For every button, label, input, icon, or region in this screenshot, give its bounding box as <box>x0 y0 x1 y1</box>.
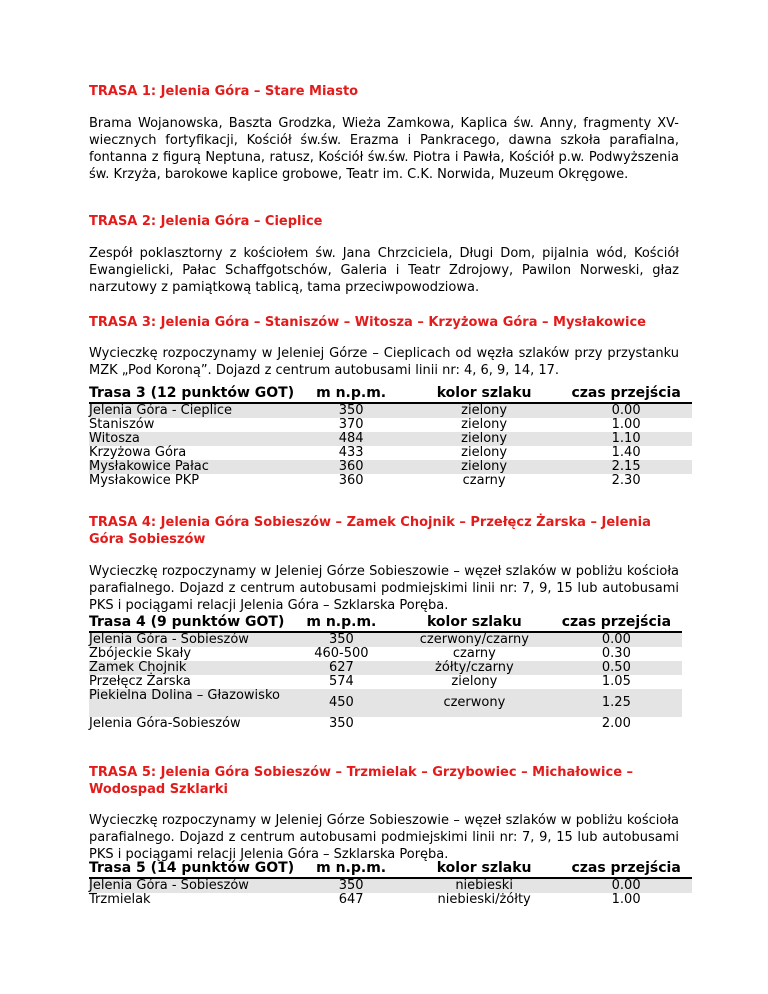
cell-altitude: 350 <box>284 632 398 647</box>
cell-trail-color: czerwony <box>398 689 550 717</box>
cell-altitude: 433 <box>338 445 364 460</box>
trasa1-text: Brama Wojanowska, Baszta Grodzka, Wieża Zamkowa, Kaplica św. Anny, fragmenty XV-wiecznych fortyfikacji, Kościół św.św. Erazma i Pankracego, dawna szkoła parafialna, fontanna z figurą Neptuna, ratusz, Kościół św.św. Piotra i Pawła, Kościół p.w. Podwyższenia św. Krzyża, barokowe kaplice grobowe, Teatr im. C.K. Norwida, Muzeum Okręgowe. <box>89 116 679 182</box>
cell-walk-time: 0.50 <box>550 661 682 675</box>
trasa5-text: Wycieczkę rozpoczynamy w Jeleniej Górze Sobieszowie – węzeł szlaków w pobliżu kościoła parafialnego. Dojazd z centrum autobusami podmiejskimi linii nr: 7, 9, 15 lub autobusami PKS i pociągami relacji Jelenia Góra – Szklarska Poręba. <box>89 813 679 862</box>
cell-walk-time: 1.10 <box>560 432 692 446</box>
section-heading: TRASA 1: Jelenia Góra – Stare Miasto <box>89 84 359 99</box>
trasa3-table <box>89 385 692 488</box>
cell-walk-time: 2.15 <box>560 460 692 474</box>
cell-trail-color: niebieski <box>408 878 560 893</box>
cell-walk-time: 0.00 <box>560 403 692 418</box>
table-row <box>89 446 692 460</box>
cell-altitude: 370 <box>338 417 364 432</box>
column-header-trail-color: kolor szlaku <box>398 614 550 632</box>
cell-trail-color: czarny <box>452 646 496 661</box>
table-row <box>89 893 692 907</box>
table-row <box>89 474 692 488</box>
table-row <box>89 717 682 731</box>
trasa5-table <box>89 860 692 907</box>
cell-trail-color: żółty/czarny <box>398 661 550 675</box>
table-row <box>89 661 682 675</box>
cell-trail-color: niebieski/żółty <box>437 892 531 907</box>
cell-place: Jelenia Góra - Sobieszów <box>89 632 284 647</box>
column-header-walk-time: czas przejścia <box>560 385 692 403</box>
table-row <box>89 632 682 647</box>
cell-place: Mysłakowice Pałac <box>89 460 294 474</box>
cell-place: Jelenia Góra - Cieplice <box>89 403 294 418</box>
column-header-route: Trasa 3 (12 punktów GOT) <box>89 385 295 401</box>
section-heading: TRASA 3: Jelenia Góra – Staniszów – Witosza – Krzyżowa Góra – Mysłakowice <box>89 315 646 330</box>
column-header-trail-color: kolor szlaku <box>408 385 560 403</box>
column-header-route: Trasa 4 (9 punktów GOT) <box>89 614 285 630</box>
column-header-altitude: m n.p.m. <box>284 614 398 632</box>
cell-place: Mysłakowice PKP <box>89 473 200 488</box>
cell-trail-color: zielony <box>408 403 560 418</box>
table-row <box>89 878 692 893</box>
cell-place: Piekielna Dolina – Głazowisko <box>89 689 284 717</box>
cell-place: Staniszów <box>89 417 155 432</box>
cell-place: Witosza <box>89 432 294 446</box>
cell-walk-time: 2.00 <box>601 716 631 731</box>
table-row <box>89 675 682 689</box>
cell-altitude: 574 <box>328 674 354 689</box>
cell-altitude: 350 <box>294 403 408 418</box>
cell-trail-color: zielony <box>461 417 508 432</box>
cell-walk-time: 1.05 <box>601 674 631 689</box>
column-header-altitude: m n.p.m. <box>294 385 408 403</box>
cell-place: Jelenia Góra - Sobieszów <box>89 878 294 893</box>
table-row <box>89 647 682 661</box>
cell-walk-time: 1.40 <box>611 445 641 460</box>
trasa2-text: Zespół poklasztorny z kościołem św. Jana Chrzciciela, Długi Dom, pijalnia wód, Kościół Ewangielicki, Pałac Schaffgotschów, Galeria i Teatr Zdrojowy, Pawilon Norweski, głaz narzutowy z pamiątkową tablicą, tama przeciwpowodziowa. <box>89 246 679 295</box>
cell-place: Jelenia Góra-Sobieszów <box>89 716 241 731</box>
cell-walk-time: 1.00 <box>611 892 641 907</box>
cell-walk-time: 1.00 <box>611 417 641 432</box>
table-row <box>89 403 692 418</box>
table-row <box>89 432 692 446</box>
cell-trail-color: zielony <box>451 674 498 689</box>
cell-trail-color <box>398 717 550 731</box>
table-row <box>89 460 692 474</box>
cell-place: Krzyżowa Góra <box>89 445 187 460</box>
cell-place: Zbójeckie Skały <box>89 646 192 661</box>
trasa3-text: Wycieczkę rozpoczynamy w Jeleniej Górze – Cieplicach od węzła szlaków przy przystanku MZK „Pod Koroną”. Dojazd z centrum autobusami linii nr: 4, 6, 9, 14, 17. <box>89 346 679 378</box>
cell-altitude: 647 <box>338 892 364 907</box>
column-header-altitude: m n.p.m. <box>294 860 408 878</box>
cell-trail-color: zielony <box>461 445 508 460</box>
column-header-trail-color: kolor szlaku <box>408 860 560 878</box>
cell-trail-color: czarny <box>462 473 506 488</box>
section-heading: TRASA 2: Jelenia Góra – Cieplice <box>89 214 323 229</box>
trasa1-heading <box>89 83 679 100</box>
cell-place: Przełęcz Żarska <box>89 674 191 689</box>
column-header-walk-time: czas przejścia <box>550 614 682 632</box>
cell-walk-time: 0.30 <box>601 646 631 661</box>
cell-trail-color: zielony <box>408 432 560 446</box>
cell-altitude: 360 <box>294 460 408 474</box>
section-heading: TRASA 4: Jelenia Góra Sobieszów – Zamek Chojnik – Przełęcz Żarska – Jelenia Góra Sobieszów <box>89 515 651 547</box>
section-heading: TRASA 5: Jelenia Góra Sobieszów – Trzmielak – Grzybowiec – Michałowice – Wodospad Szklarki <box>89 765 634 797</box>
cell-altitude: 460-500 <box>314 646 369 661</box>
table-row <box>89 418 692 432</box>
cell-altitude: 350 <box>294 878 408 893</box>
cell-altitude: 360 <box>338 473 364 488</box>
cell-walk-time: 1.25 <box>550 689 682 717</box>
cell-altitude: 450 <box>284 689 398 717</box>
cell-walk-time: 0.00 <box>560 878 692 893</box>
table-row <box>89 689 682 717</box>
cell-trail-color: czerwony/czarny <box>398 632 550 647</box>
cell-walk-time: 2.30 <box>611 473 641 488</box>
cell-altitude: 627 <box>284 661 398 675</box>
cell-place: Trzmielak <box>89 892 151 907</box>
trasa3-heading <box>89 314 679 331</box>
trasa4-table <box>89 614 682 731</box>
trasa2-heading <box>89 213 679 230</box>
column-header-route: Trasa 5 (14 punktów GOT) <box>89 860 295 876</box>
cell-altitude: 350 <box>328 716 354 731</box>
cell-walk-time: 0.00 <box>550 632 682 647</box>
cell-place: Zamek Chojnik <box>89 661 284 675</box>
cell-trail-color: zielony <box>408 460 560 474</box>
column-header-walk-time: czas przejścia <box>560 860 692 878</box>
cell-altitude: 484 <box>294 432 408 446</box>
trasa5-heading <box>89 764 679 798</box>
trasa4-text: Wycieczkę rozpoczynamy w Jeleniej Górze Sobieszowie – węzeł szlaków w pobliżu kościoła parafialnego. Dojazd z centrum autobusami podmiejskimi linii nr: 7, 9, 15 lub autobusami PKS i pociągami relacji Jelenia Góra – Szklarska Poręba. <box>89 564 679 613</box>
trasa4-heading <box>89 514 679 548</box>
